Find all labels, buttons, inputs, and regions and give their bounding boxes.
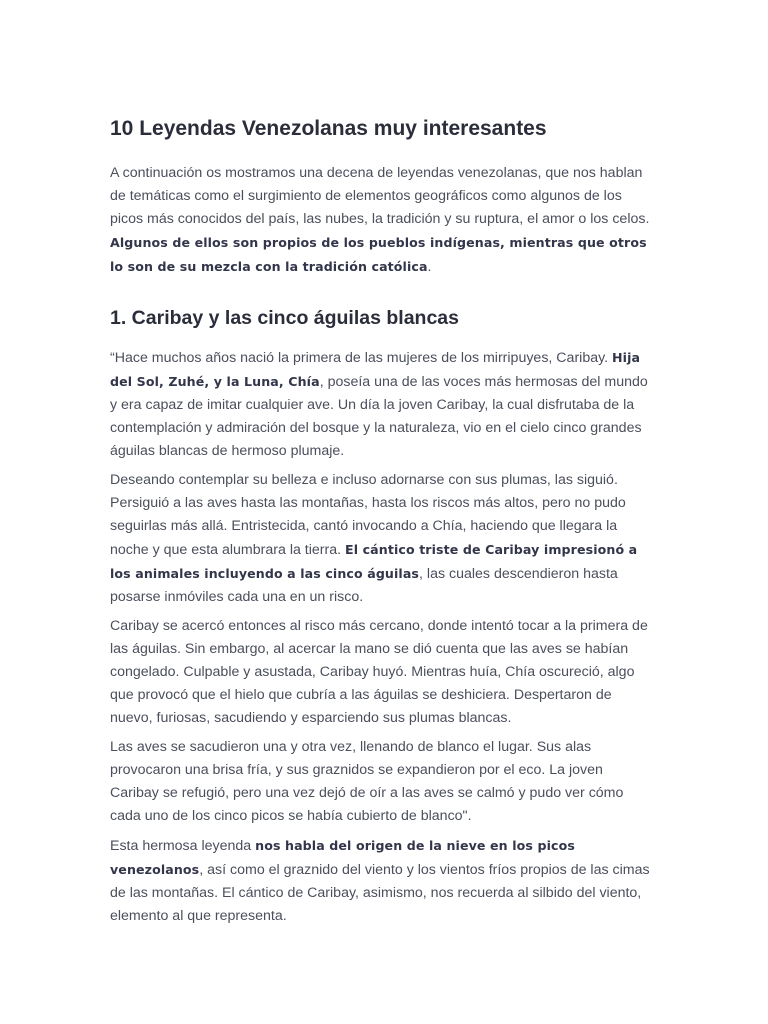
explanation-paragraph bbox=[110, 834, 655, 928]
article-title: 10 Leyendas Venezolanas muy interesantes bbox=[110, 117, 547, 140]
p5-bold: nos habla del origen de la nieve en los picos venezolanos bbox=[110, 838, 575, 877]
p3-text-1: Caribay se acercó entonces al risco más cercano, donde intentó tocar a la primera de las águilas. Sin embargo, al acercar la mano se dió cuenta que las aves se habían congelado. Culpable y asustada, Caribay huyó. Mientras huía, Chía oscureció, algo que provocó que el hielo que cubría a las águilas se deshiciera. Despertaron de nuevo, furiosas, sacudiendo y esparciendo sus plumas blancas. bbox=[110, 618, 648, 726]
intro-text-2: . bbox=[427, 259, 432, 275]
legend-paragraph-4 bbox=[110, 736, 655, 828]
intro-text-1: A continuación os mostramos una decena de leyendas venezolanas, que nos hablan de temáticas como el surgimiento de elementos geográficos como algunos de los picos más conocidos del país, las nubes, la tradición y su ruptura, el amor o los celos. bbox=[110, 165, 650, 227]
p2-text-1: Deseando contemplar su belleza e incluso adornarse con sus plumas, las siguió. Persiguió a las aves hasta las montañas, hasta los riscos más altos, pero no pudo seguirlas más allá. Entristecida, cantó invocando a Chía, haciendo que llegara la noche y que esta alumbrara la tierra. bbox=[110, 472, 626, 558]
legend-paragraph-3 bbox=[110, 615, 655, 730]
p1-text-2: , poseía una de las voces más hermosas del mundo y era capaz de imitar cualquier ave. Un día la joven Caribay, la cual disfrutaba de la contemplación y admiración del bosque y la naturaleza, vio en el cielo cinco grandes águilas blancas de hermoso plumaje. bbox=[110, 374, 648, 459]
legend-paragraph-2 bbox=[110, 469, 655, 609]
p1-text-1: “Hace muchos años nació la primera de las mujeres de los mirripuyes, Caribay. bbox=[110, 350, 613, 366]
article bbox=[110, 112, 655, 934]
legend-paragraph-1 bbox=[110, 346, 655, 463]
intro-bold: Algunos de ellos son propios de los pueblos indígenas, mientras que otros lo son de su mezcla con la tradición católica bbox=[110, 235, 647, 274]
p2-text-2: , las cuales descendieron hasta posarse inmóviles cada una en un risco. bbox=[110, 566, 618, 605]
intro-paragraph bbox=[110, 162, 655, 279]
p4-text-1: Las aves se sacudieron una y otra vez, llenando de blanco el lugar. Sus alas provocaron una brisa fría, y sus graznidos se expandieron por el eco. La joven Caribay se refugió, pero una vez dejó de oír a las aves se calmó y pudo ver cómo cada uno de los cinco picos se había cubierto de blanco". bbox=[110, 739, 624, 824]
p5-text-2: , así como el graznido del viento y los vientos fríos propios de las cimas de las montañas. El cántico de Caribay, asimismo, nos recuerda al silbido del viento, elemento al que representa. bbox=[110, 862, 650, 924]
p2-bold: El cántico triste de Caribay impresionó a los animales incluyendo a las cinco águilas bbox=[110, 542, 638, 581]
p1-bold: Hija del Sol, Zuhé, y la Luna, Chía bbox=[110, 350, 641, 389]
section-heading: 1. Caribay y las cinco águilas blancas bbox=[110, 307, 460, 329]
p5-text-1: Esta hermosa leyenda bbox=[110, 838, 256, 854]
